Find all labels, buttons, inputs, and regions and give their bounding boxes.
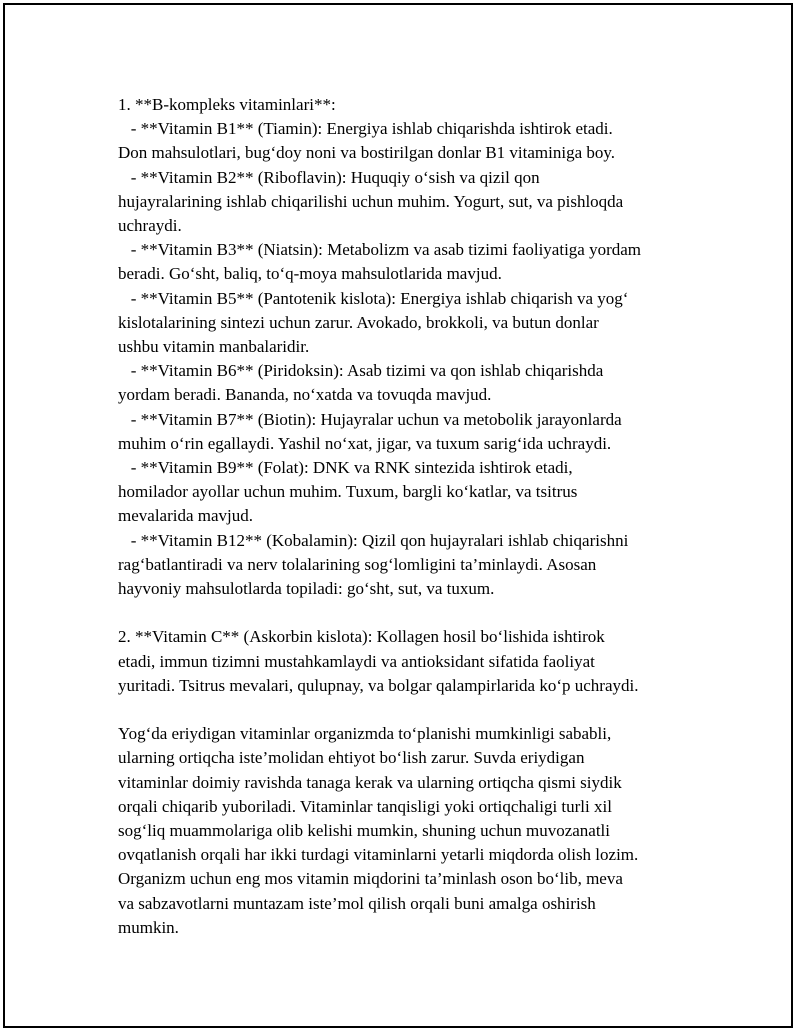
text-line: etadi, immun tizimni mustahkamlaydi va antioksidant sifatida faoliyat: [118, 651, 595, 671]
text-line: 1. **B-kompleks vitaminlari**:: [118, 95, 336, 114]
text-line: Don mahsulotlari, bug‘doy noni va bostirilgan donlar B1 vitaminiga boy.: [118, 143, 616, 163]
text-line: 2. **Vitamin C** (Askorbin kislota): Kollagen hosil bo‘lishida ishtirok: [118, 627, 605, 647]
text-line: ovqatlanish orqali har ikki turdagi vitaminlarni yetarli miqdorda olish lozim.: [118, 845, 639, 865]
text-line: - **Vitamin B2** (Riboflavin): Huquqiy o‘sish va qizil qon: [118, 167, 540, 187]
text-line: sog‘liq muammolariga olib kelishi mumkin, shuning uchun muvozanatli: [118, 821, 610, 841]
text-line: vitaminlar doimiy ravishda tanaga kerak va ularning ortiqcha qismi siydik: [118, 772, 622, 792]
text-line: hayvoniy mahsulotlarda topiladi: go‘sht, sut, va tuxum.: [118, 579, 495, 599]
document-body: [118, 93, 698, 940]
text-line: ularning ortiqcha iste’molidan ehtiyot bo‘lish zarur. Suvda eriydigan: [118, 748, 585, 768]
text-line: - **Vitamin B5** (Pantotenik kislota): Energiya ishlab chiqarish va yog‘: [118, 288, 629, 308]
text-line: rag‘batlantiradi va nerv tolalarining sog‘lomligini ta’minlaydi. Asosan: [118, 554, 597, 574]
text-line: Yog‘da eriydigan vitaminlar organizmda to‘planishi mumkinligi sababli,: [118, 724, 612, 744]
text-line: orqali chiqarib yuboriladi. Vitaminlar tanqisligi yoki ortiqchaligi turli xil: [118, 796, 612, 816]
text-line: mumkin.: [118, 917, 179, 937]
paragraph-gap: [118, 698, 698, 722]
text-line: yordam beradi. Bananda, no‘xatda va tovuqda mavjud.: [118, 385, 492, 405]
text-line: - **Vitamin B9** (Folat): DNK va RNK sintezida ishtirok etadi,: [118, 458, 573, 478]
text-line: beradi. Go‘sht, baliq, to‘q-moya mahsulotlarida mavjud.: [118, 264, 502, 284]
text-line: - **Vitamin B12** (Kobalamin): Qizil qon hujayralari ishlab chiqarishni: [118, 530, 629, 550]
text-line: - **Vitamin B3** (Niatsin): Metabolizm va asab tizimi faoliyatiga yordam: [118, 240, 642, 260]
text-line: - **Vitamin B7** (Biotin): Hujayralar uchun va metobolik jarayonlarda: [118, 409, 622, 429]
text-line: kislotalarining sintezi uchun zarur. Avokado, brokkoli, va butun donlar: [118, 312, 599, 332]
text-line: mevalarida mavjud.: [118, 506, 254, 526]
text-line: hujayralarining ishlab chiqarilishi uchun muhim. Yogurt, sut, va pishloqda: [118, 191, 624, 211]
text-line: Organizm uchun eng mos vitamin miqdorini ta’minlash oson bo‘lib, meva: [118, 869, 623, 889]
text-line: muhim o‘rin egallaydi. Yashil no‘xat, jigar, va tuxum sarig‘ida uchraydi.: [118, 433, 612, 453]
text-line: homilador ayollar uchun muhim. Tuxum, bargli ko‘katlar, va tsitrus: [118, 482, 578, 502]
text-line: ushbu vitamin manbalaridir.: [118, 337, 310, 357]
text-line: uchraydi.: [118, 216, 182, 236]
text-line: - **Vitamin B1** (Tiamin): Energiya ishlab chiqarishda ishtirok etadi.: [118, 119, 613, 139]
text-line: va sabzavotlarni muntazam iste’mol qilish orqali buni amalga oshirish: [118, 893, 596, 913]
text-line: yuritadi. Tsitrus mevalari, qulupnay, va bolgar qalampirlarida ko‘p uchraydi.: [118, 675, 639, 695]
paragraph-gap: [118, 601, 698, 625]
text-line: - **Vitamin B6** (Piridoksin): Asab tizimi va qon ishlab chiqarishda: [118, 361, 604, 381]
